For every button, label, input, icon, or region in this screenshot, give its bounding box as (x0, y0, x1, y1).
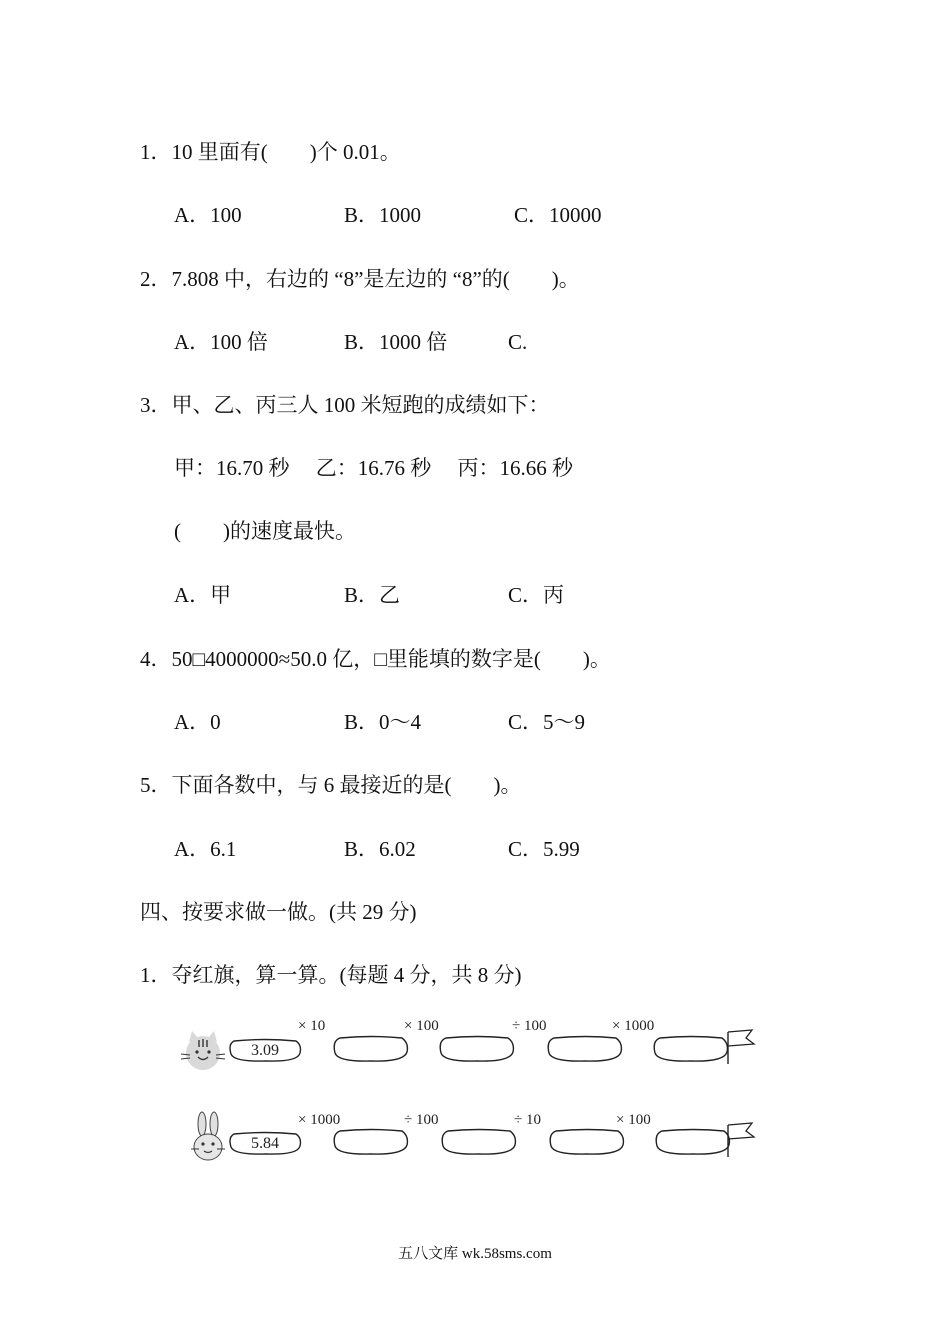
rabbit-icon (188, 1111, 228, 1163)
chain-2-op-3: ÷ 10 (514, 1112, 541, 1128)
question-5-option-c: C．5.99 (508, 837, 580, 861)
start-value: 5.84 (251, 1135, 279, 1152)
chain-1-op-1: × 10 (298, 1018, 326, 1034)
question-1-stem: 1．10 里面有( )个 0.01。 (140, 140, 401, 164)
question-4-option-b: B．0～4 (344, 710, 422, 734)
answer-oval[interactable] (440, 1127, 518, 1157)
answer-oval[interactable] (332, 1127, 410, 1157)
answer-oval[interactable] (438, 1034, 516, 1064)
question-4-stem: 4．50□4000000≈50.0 亿，□里能填的数字是( )。 (140, 647, 611, 671)
start-value: 3.09 (251, 1042, 279, 1059)
question-2-option-c: C. (508, 330, 528, 354)
chain-2-op-2: ÷ 100 (404, 1112, 439, 1128)
question-1-option-a: A．100 (174, 203, 242, 227)
answer-oval[interactable] (654, 1127, 732, 1157)
footer-watermark: 五八文库 wk.58sms.com (398, 1246, 552, 1262)
question-2-stem: 2．7.808 中，右边的 “8”是左边的 “8”的( )。 (140, 267, 580, 291)
section-4-question-1: 1．夺红旗，算一算。(每题 4 分，共 8 分) (140, 963, 522, 987)
question-2-option-b: B．1000 倍 (344, 330, 448, 354)
question-3-option-b: B．乙 (344, 583, 401, 607)
question-4-option-c: C．5～9 (508, 710, 586, 734)
section-4-title: 四、按要求做一做。(共 29 分) (140, 900, 417, 924)
answer-oval[interactable] (546, 1034, 624, 1064)
chain-1-op-2: × 100 (404, 1018, 439, 1034)
chain-2-op-4: × 100 (616, 1112, 651, 1128)
answer-oval[interactable] (652, 1034, 730, 1064)
flag-icon (724, 1121, 758, 1159)
flag-icon (724, 1028, 758, 1066)
question-3-stem: 3．甲、乙、丙三人 100 米短跑的成绩如下： (140, 393, 550, 417)
question-3-ask: ( )的速度最快。 (174, 519, 356, 543)
cat-icon (178, 1028, 228, 1070)
question-2-option-a: A．100 倍 (174, 330, 268, 354)
question-1-option-c: C．10000 (514, 203, 602, 227)
question-5-stem: 5．下面各数中，与 6 最接近的是( )。 (140, 773, 522, 797)
chain-1-op-3: ÷ 100 (512, 1018, 547, 1034)
question-3-option-c: C．丙 (508, 583, 565, 607)
question-3-scores: 甲：16.70 秒 乙：16.76 秒 丙：16.66 秒 (174, 456, 573, 480)
calc-chain-1 (178, 1014, 768, 1084)
chain-1-op-4: × 1000 (612, 1018, 655, 1034)
question-3-option-a: A．甲 (174, 583, 232, 607)
calc-chain-2 (178, 1107, 768, 1177)
question-5-option-a: A．6.1 (174, 837, 237, 861)
chain-2-op-1: × 1000 (298, 1112, 341, 1128)
question-1-option-b: B．1000 (344, 203, 422, 227)
answer-oval[interactable] (332, 1034, 410, 1064)
question-5-option-b: B．6.02 (344, 837, 416, 861)
answer-oval[interactable] (548, 1127, 626, 1157)
question-4-option-a: A．0 (174, 710, 221, 734)
